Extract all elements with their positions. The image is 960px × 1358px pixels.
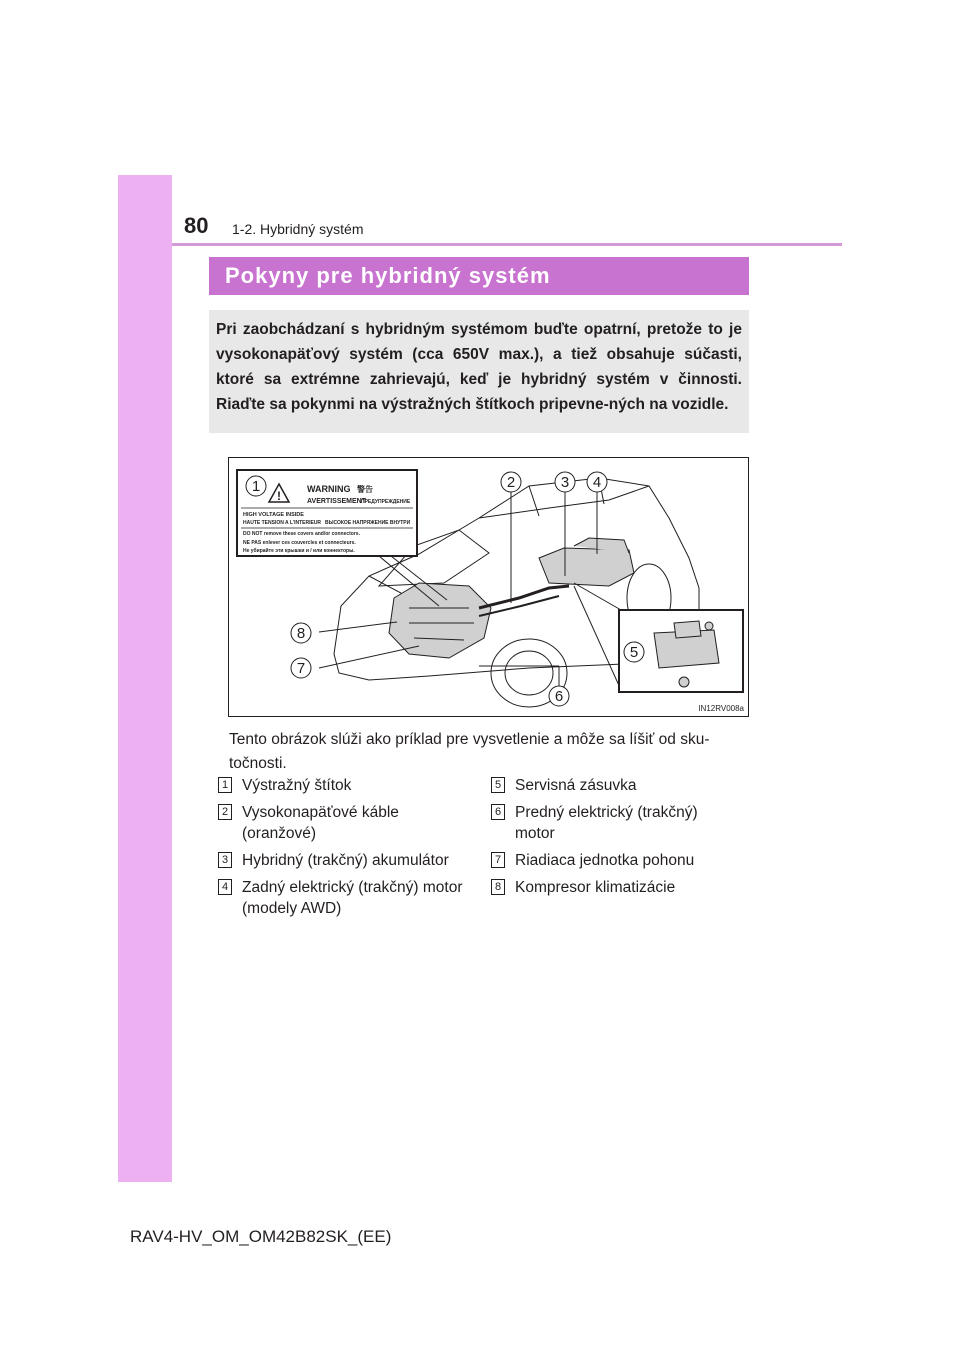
callout-8: 8 — [296, 625, 306, 642]
legend-text: Hybridný (trakčný) akumulátor — [242, 852, 449, 869]
legend-right-column — [491, 775, 741, 904]
legend-number: 8 — [491, 879, 505, 895]
label-ne-pas: NE PAS enlever ces couvercles et connecteurs. — [243, 540, 356, 546]
legend-left-column — [218, 775, 468, 925]
callout-6: 6 — [554, 688, 564, 705]
section-title: Pokyny pre hybridný systém — [225, 263, 551, 288]
legend-item — [491, 850, 741, 871]
label-ru-caution: ПРЕДУПРЕЖДЕНИЕ — [361, 499, 411, 505]
intro-box — [209, 310, 749, 433]
callout-7: 7 — [296, 660, 306, 677]
footer-document-code: RAV4-HV_OM_OM42B82SK_(EE) — [130, 1227, 392, 1246]
legend-number: 3 — [218, 852, 232, 868]
figure-caption: Tento obrázok slúži ako príklad pre vysvetlenie a môže sa líšiť od sku-točnosti. — [229, 731, 710, 772]
label-warning-jp: 警告 — [357, 485, 373, 494]
legend-number: 2 — [218, 804, 232, 820]
section-title-bar — [209, 257, 749, 295]
legend-item — [218, 877, 468, 919]
callout-3: 3 — [560, 474, 570, 491]
legend-text: Vysokonapäťové káble (oranžové) — [242, 804, 399, 842]
legend-text: Predný elektrický (trakčný) motor — [515, 804, 698, 842]
legend-number: 5 — [491, 777, 505, 793]
intro-text: Pri zaobchádzaní s hybridným systémom buďte opatrní, pretože to je vysokonapäťový systém (cca 650V max.), a tiež obsahuje súčasti, ktoré sa extrémne zahrievajú, keď je hybridný systém v činnosti. Riaďte sa pokynmi na výstražných štítkoch pripevne-ných na vozidle. — [216, 321, 742, 413]
legend-number: 6 — [491, 804, 505, 820]
legend-item — [218, 802, 468, 844]
label-ru-high-voltage: ВЫСОКОЕ НАПРЯЖЕНИЕ ВНУТРИ — [325, 520, 411, 526]
page-number: 80 — [184, 213, 209, 238]
callout-2: 2 — [506, 474, 516, 491]
label-avertissement: AVERTISSEMENT — [307, 498, 366, 505]
legend-number: 7 — [491, 852, 505, 868]
label-ru-do-not: Не убирайте эти крышки и / или коннекторы. — [243, 548, 355, 554]
legend-item — [491, 802, 741, 844]
svg-text:!: ! — [277, 489, 281, 503]
car-illustration — [229, 458, 748, 716]
side-tab-strip — [118, 175, 172, 1182]
label-do-not: DO NOT remove these covers and/or connectors. — [243, 531, 360, 537]
header-rule — [172, 243, 842, 246]
figure-code: IN12RV008a — [698, 704, 744, 713]
legend-text: Kompresor klimatizácie — [515, 879, 676, 896]
legend-item — [491, 775, 741, 796]
hybrid-system-figure — [228, 457, 749, 717]
legend-item — [218, 850, 468, 871]
section-label: 1-2. Hybridný systém — [232, 221, 364, 237]
legend-text: Riadiaca jednotka pohonu — [515, 852, 695, 869]
callout-1: 1 — [251, 478, 261, 495]
label-haute-tension: HAUTE TENSION A L'INTERIEUR — [243, 520, 322, 526]
legend-number: 4 — [218, 879, 232, 895]
callout-5: 5 — [629, 644, 639, 661]
legend-item — [491, 877, 741, 898]
legend-text: Servisná zásuvka — [515, 777, 637, 794]
legend-number: 1 — [218, 777, 232, 793]
callout-4: 4 — [592, 474, 602, 491]
label-high-voltage: HIGH VOLTAGE INSIDE — [243, 512, 304, 518]
label-warning: WARNING — [307, 484, 351, 494]
legend-text: Zadný elektrický (trakčný) motor (modely AWD) — [242, 879, 463, 917]
legend-text: Výstražný štítok — [242, 777, 352, 794]
legend-item — [218, 775, 468, 796]
